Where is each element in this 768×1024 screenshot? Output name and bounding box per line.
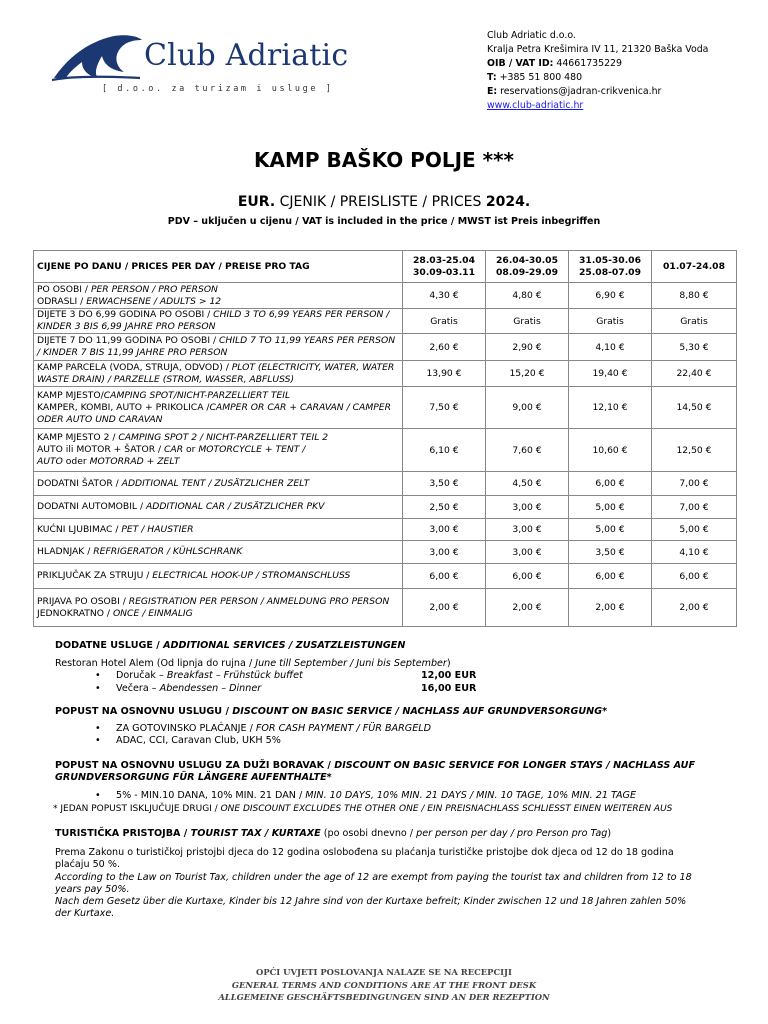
price-cell: 5,30 € (652, 334, 737, 361)
price-table (33, 250, 737, 627)
discount-section (55, 706, 735, 748)
list-item: • Doručak – Breakfast – Frühstück buffet 12,00 EUR (95, 670, 735, 682)
phone-label: T: (487, 72, 497, 83)
terms-footer (0, 966, 768, 1004)
price-cell: Gratis (486, 309, 569, 334)
table-row (34, 361, 737, 387)
price-cell: 4,10 € (652, 541, 737, 564)
period-line: 28.03-25.04 (413, 254, 475, 266)
price-cell: 6,10 € (403, 429, 486, 472)
company-address: Kralja Petra Krešimira IV 11, 21320 Baška Voda (487, 44, 709, 55)
price-cell: 2,00 € (403, 589, 486, 627)
email-value[interactable]: reservations@jadran-crikvenica.hr (497, 86, 662, 97)
camp-title: KAMP BAŠKO POLJE *** (253, 148, 515, 172)
period-line: 01.07-24.08 (663, 260, 725, 272)
oib-value: 44661735229 (553, 58, 622, 69)
service-description: DODATNI ŠATOR / ADDITIONAL TENT / ZUSÄTZLICHER ZELT (34, 472, 403, 496)
price-cell: 9,00 € (486, 387, 569, 429)
long-stay-list (55, 790, 735, 802)
price-cell: 6,00 € (403, 564, 486, 589)
price-cell: 7,50 € (403, 387, 486, 429)
price-list-title (0, 194, 768, 210)
club-adriatic-logo (52, 28, 372, 100)
list-item: • 5% - MIN.10 DANA, 10% MIN. 21 DAN / MIN. 10 DAYS, 10% MIN. 21 DAYS / MIN. 10 TAGE, 10% MIN. 21 TAGE (95, 790, 735, 802)
price-cell: 4,10 € (569, 334, 652, 361)
currency-label: EUR. (237, 194, 276, 210)
service-description: KAMP MJESTO/CAMPING SPOT/NICHT-PARZELLIERT TEIL KAMPER, KOMBI, AUTO + PRIKOLICA /CAMPER OR CAR + CARAVAN / CAMPER ODER AUTO UND CARAVAN (34, 387, 403, 429)
additional-services-section (55, 640, 735, 695)
brand-tagline: [ d.o.o. za turizam i usluge ] (102, 84, 334, 94)
brand-name: Club Adriatic (144, 38, 349, 73)
period-line: 25.08-07.09 (579, 266, 641, 278)
price-cell: 2,00 € (486, 589, 569, 627)
service-description: DODATNI AUTOMOBIL / ADDITIONAL CAR / ZUSÄTZLICHER PKV (34, 496, 403, 519)
price-cell: 13,90 € (403, 361, 486, 387)
period-line: 08.09-29.09 (496, 266, 558, 278)
phone-value: +385 51 800 480 (496, 72, 583, 83)
period-header (403, 251, 486, 283)
price-cell: Gratis (403, 309, 486, 334)
price-cell: 3,00 € (486, 519, 569, 541)
price-cell: 3,00 € (403, 519, 486, 541)
price-cell: 2,00 € (652, 589, 737, 627)
email-line (487, 85, 708, 99)
meal-price: 12,00 EUR (421, 670, 477, 682)
table-row (34, 564, 737, 589)
price-cell: 2,60 € (403, 334, 486, 361)
price-cell: 6,00 € (486, 564, 569, 589)
footer-line-en: GENERAL TERMS AND CONDITIONS ARE AT THE FRONT DESK (231, 979, 537, 990)
service-description: DIJETE 7 DO 11,99 GODINA PO OSOBI / CHILD 7 TO 11,99 YEARS PER PERSON / KINDER 7 BIS 11,99 JAHRE PRO PERSON (34, 334, 403, 361)
tourist-tax-section (55, 828, 735, 920)
price-cell: 4,80 € (486, 283, 569, 309)
company-name: Club Adriatic d.o.o. (487, 30, 576, 41)
table-row (34, 496, 737, 519)
service-description: KAMP PARCELA (VODA, STRUJA, ODVOD) / PLOT (ELECTRICITY, WATER, WATER WASTE DRAIN) / PARZELLE (STROM, WASSER, ABFLUSS) (34, 361, 403, 387)
price-cell: 5,00 € (569, 496, 652, 519)
price-cell: 2,90 € (486, 334, 569, 361)
price-cell: 5,00 € (569, 519, 652, 541)
price-cell: 22,40 € (652, 361, 737, 387)
service-description: PRIKLJUČAK ZA STRUJU / ELECTRICAL HOOK-UP / STROMANSCHLUSS (34, 564, 403, 589)
footer-line-de: ALLGEMEINE GESCHÄFTSBEDINGUNGEN SIND AN DER REZEPTION (218, 992, 550, 1002)
price-cell: 3,50 € (569, 541, 652, 564)
long-stay-heading: POPUST NA OSNOVNU USLUGU ZA DUŽI BORAVAK / DISCOUNT ON BASIC SERVICE FOR LONGER STAYS / NACHLASS AUF GRUNDVERSORGUNG FÜR LÄNGERE AUFENTHALTE* (55, 760, 696, 784)
price-cell: 3,00 € (486, 496, 569, 519)
price-cell: 12,10 € (569, 387, 652, 429)
discount-footnote: * JEDAN POPUST ISKLJUČUJE DRUGI / ONE DISCOUNT EXCLUDES THE OTHER ONE / EIN PREISNACHLASS SCHLIESST EINEN WEITEREN AUS (53, 803, 673, 814)
price-cell: 7,00 € (652, 496, 737, 519)
price-cell: Gratis (652, 309, 737, 334)
table-header-row (34, 251, 737, 283)
period-line: 31.05-30.06 (579, 254, 641, 266)
table-row (34, 541, 737, 564)
table-row (34, 334, 737, 361)
tourist-tax-hr: Prema Zakonu o turističkoj pristojbi djeca do 12 godina oslobođena su plaćanja turističke pristojbe dok djeca od 12 do 18 godina plaćaju 50 %. (55, 847, 674, 871)
price-cell: 4,30 € (403, 283, 486, 309)
service-description: PRIJAVA PO OSOBI / REGISTRATION PER PERSON / ANMELDUNG PRO PERSON JEDNOKRATNO / ONCE / EINMALIG (34, 589, 403, 627)
oib-line (487, 57, 708, 71)
list-item: • Večera – Abendessen – Dinner 16,00 EUR (95, 683, 735, 695)
period-line: 30.09-03.11 (413, 266, 475, 278)
price-cell: 19,40 € (569, 361, 652, 387)
price-cell: Gratis (569, 309, 652, 334)
period-header (569, 251, 652, 283)
discount-list (55, 723, 735, 747)
price-cell: 4,50 € (486, 472, 569, 496)
list-item: • ZA GOTOVINSKO PLAĆANJE / FOR CASH PAYMENT / FÜR BARGELD (95, 723, 735, 735)
tourist-tax-en: According to the Law on Tourist Tax, children under the age of 12 are exempt from paying the tourist tax and children from 12 to 18 years pay 50%. (55, 871, 692, 895)
price-cell: 6,00 € (652, 564, 737, 589)
price-cell: 3,50 € (403, 472, 486, 496)
price-list-year: 2024. (485, 194, 531, 210)
table-row (34, 309, 737, 334)
price-cell: 2,00 € (569, 589, 652, 627)
price-cell: 15,20 € (486, 361, 569, 387)
price-cell: 6,00 € (569, 472, 652, 496)
period-line: 26.04-30.05 (496, 254, 558, 266)
price-cell: 7,00 € (652, 472, 737, 496)
additional-services-heading: DODATNE USLUGE / ADDITIONAL SERVICES / ZUSATZLEISTUNGEN (55, 640, 406, 651)
service-description: PO OSOBI / PER PERSON / PRO PERSON ODRASLI / ERWACHSENE / ADULTS > 12 (34, 283, 403, 309)
service-description: DIJETE 3 DO 6,99 GODINA PO OSOBI / CHILD 3 TO 6,99 YEARS PER PERSON / KINDER 3 BIS 6,99 JAHRE PRO PERSON (34, 309, 403, 334)
website-link[interactable]: www.club-adriatic.hr (487, 100, 584, 111)
oib-label: OIB / VAT ID: (487, 58, 554, 69)
meal-list (55, 670, 735, 694)
price-cell: 3,00 € (486, 541, 569, 564)
contact-block (487, 29, 708, 113)
price-cell: 2,50 € (403, 496, 486, 519)
list-item: • ADAC, CCI, Caravan Club, UKH 5% (95, 735, 735, 747)
price-cell: 10,60 € (569, 429, 652, 472)
restaurant-info: Restoran Hotel Alem (Od lipnja do rujna / June till September / Juni bis September) (55, 658, 451, 670)
footer-line-hr: OPĆI UVJETI POSLOVANJA NALAZE SE NA RECEPCIJI (256, 967, 512, 977)
discount-heading: POPUST NA OSNOVNU USLUGU / DISCOUNT ON BASIC SERVICE / NACHLASS AUF GRUNDVERSORGUNG* (55, 706, 608, 717)
period-header (652, 251, 737, 283)
long-stay-section (55, 760, 735, 815)
table-row (34, 472, 737, 496)
period-header (486, 251, 569, 283)
phone-line (487, 71, 708, 85)
table-row (34, 589, 737, 627)
table-row (34, 283, 737, 309)
service-description: KAMP MJESTO 2 / CAMPING SPOT 2 / NICHT-PARZELLIERT TEIL 2 AUTO ili MOTOR + ŠATOR / CAR or MOTORCYCLE + TENT / AUTO oder MOTORRAD + ZELT (34, 429, 403, 472)
service-description: KUĆNI LJUBIMAC / PET / HAUSTIER (34, 519, 403, 541)
price-cell: 14,50 € (652, 387, 737, 429)
table-row (34, 519, 737, 541)
price-cell: 12,50 € (652, 429, 737, 472)
price-cell: 8,80 € (652, 283, 737, 309)
price-cell: 3,00 € (403, 541, 486, 564)
email-label: E: (487, 86, 498, 97)
service-description: HLADNJAK / REFRIGERATOR / KÜHLSCHRANK (34, 541, 403, 564)
tourist-tax-de: Nach dem Gesetz über die Kurtaxe, Kinder bis 12 Jahre sind von der Kurtaxe befreit; Kinder zwischen 12 und 18 Jahren zahlen 50% der Kurtaxe. (55, 896, 687, 920)
table-header-label: CIJENE PO DANU / PRICES PER DAY / PREISE PRO TAG (34, 251, 403, 283)
price-cell: 7,60 € (486, 429, 569, 472)
price-cell: 6,90 € (569, 283, 652, 309)
tourist-tax-heading: TURISTIČKA PRISTOJBA / TOURIST TAX / KURTAXE (po osobi dnevno / per person per day / pro Person pro Tag) (55, 828, 612, 839)
meal-price: 16,00 EUR (421, 682, 477, 694)
table-row (34, 429, 737, 472)
table-row (34, 387, 737, 429)
price-cell: 6,00 € (569, 564, 652, 589)
wave-logo-icon (52, 30, 144, 82)
price-list-text: CJENIK / PREISLISTE / PRICES (275, 194, 486, 210)
vat-note: PDV – uključen u cijenu / VAT is included in the price / MWST ist Preis inbegriffen (167, 216, 601, 227)
price-cell: 5,00 € (652, 519, 737, 541)
